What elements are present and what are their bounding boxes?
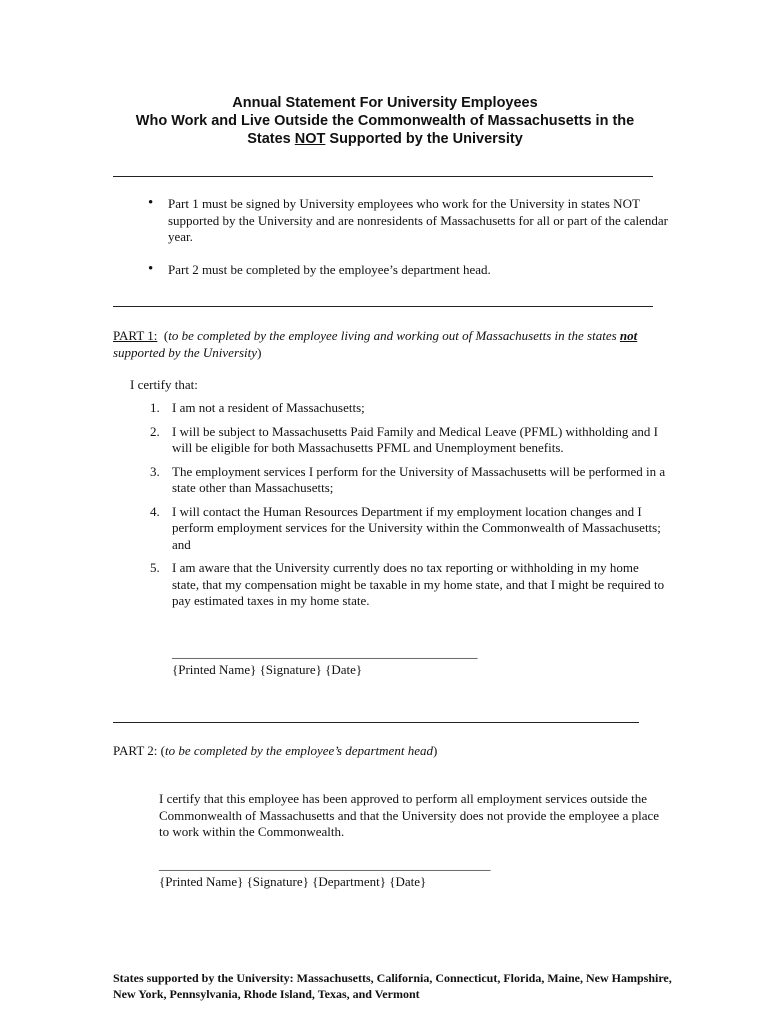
- title-line-1: Annual Statement For University Employees: [232, 95, 538, 111]
- title-not-emphasis: NOT: [294, 131, 326, 147]
- part1-note-close: ): [257, 344, 262, 360]
- item-number: 1.: [150, 400, 160, 415]
- divider-middle: [113, 306, 653, 307]
- supported-states-footer: States supported by the University: Massachusetts, California, Connecticut, Florida, Maine, New Hampshire, New York, Pennsylvania, Rhode Island, Texas, and Vermont: [113, 971, 672, 1001]
- instruction-list: [148, 196, 668, 278]
- part1-note-tail: supported by the University: [113, 344, 258, 360]
- part2-note: to be completed by the employee’s department head: [164, 743, 433, 758]
- part2-signature-line[interactable]: ___________________________________________________: [159, 857, 491, 872]
- instruction-item: • Part 1 must be signed by University employees who work for the University in states NOT supported by the University and are nonresidents of Massachusetts for all or part of the calendar year.: [148, 196, 668, 246]
- part2-signature-caption: {Printed Name} {Signature} {Department} {Date}: [159, 873, 427, 889]
- item-number: 4.: [150, 503, 160, 519]
- item-number: 3.: [150, 463, 160, 479]
- certification-item: [148, 400, 668, 417]
- part2-label: PART 2:: [113, 743, 158, 758]
- part1-signature-block: [172, 645, 478, 678]
- item-number: 5.: [150, 560, 160, 575]
- part2-note-close: ): [432, 743, 438, 758]
- part1-heading: [113, 328, 668, 361]
- part2-heading: [113, 743, 437, 760]
- part1-note-open: (: [163, 328, 169, 343]
- title-line-3-post: Supported by the University: [325, 131, 523, 147]
- part2-certify-text: I certify that this employee has been approved to perform all employment services outside the Commonwealth of Massachusetts and that the University does not provide the employee a place to work within the Commonwealth.: [159, 791, 660, 839]
- part1-signature-line[interactable]: _______________________________________________: [172, 645, 478, 660]
- title-line-3: [100, 130, 670, 148]
- certification-item: [148, 504, 668, 554]
- certification-item: [148, 464, 668, 497]
- part1-certify-label: I certify that:: [130, 377, 198, 392]
- part1-not-emphasis: not: [619, 328, 638, 343]
- item-text: I will be subject to Massachusetts Paid Family and Medical Leave (PFML) withholding and I will be eligible for both Massachusetts PFML and Unemployment benefits.: [172, 423, 658, 455]
- title-line-3-pre: States: [247, 131, 295, 147]
- part2-note-open: (: [157, 743, 165, 758]
- item-number: 2.: [150, 423, 160, 439]
- item-text: I am not a resident of Massachusetts;: [172, 400, 365, 415]
- part2-signature-block: [159, 857, 491, 890]
- item-text: I will contact the Human Resources Department if my employment location changes and I perform employment services for the University within the Commonwealth of Massachusetts; and: [172, 503, 661, 552]
- title-line-2: Who Work and Live Outside the Commonwealth of Massachusetts in the: [135, 113, 635, 129]
- instruction-item: • Part 2 must be completed by the employee’s department head.: [148, 262, 668, 279]
- divider-bottom: [113, 722, 639, 723]
- certification-item: [148, 424, 668, 457]
- divider-top: [113, 176, 653, 177]
- item-text: I am aware that the University currently does no tax reporting or withholding in my home state, that my compensation might be taxable in my home state, and that I might be required to pay estimated taxes in my home state.: [172, 560, 665, 608]
- document-title: [100, 94, 670, 148]
- item-text: The employment services I perform for the University of Massachusetts will be performed in a state other than Massachusetts;: [172, 463, 666, 495]
- certification-list: [148, 400, 668, 617]
- part1-label: PART 1:: [113, 328, 158, 343]
- part1-signature-caption: {Printed Name} {Signature} {Date}: [172, 661, 363, 677]
- certification-item: [148, 560, 668, 610]
- part1-note: to be completed by the employee living and working out of Massachusetts in the states: [168, 328, 620, 343]
